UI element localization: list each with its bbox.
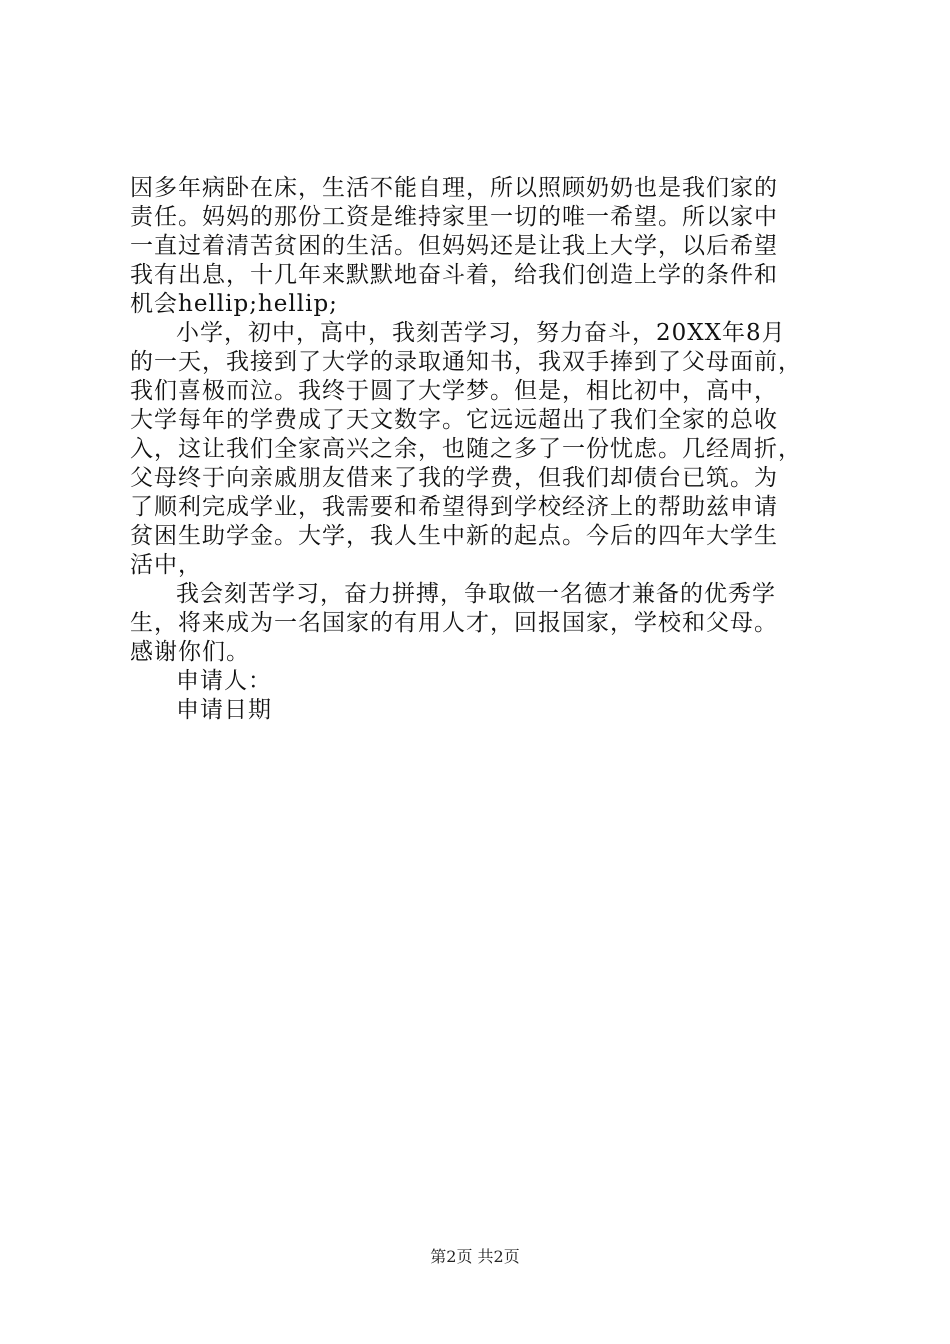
text-line: 一直过着清苦贫困的生活。但妈妈还是让我上大学，以后希望 [130,233,778,259]
text-line: 我有出息，十几年来默默地奋斗着，给我们创造上学的条件和 [130,262,778,288]
text-line: 生，将来成为一名国家的有用人才，回报国家，学校和父母。 [130,610,778,636]
text-line: 了顺利完成学业，我需要和希望得到学校经济上的帮助兹申请 [130,494,778,520]
text-line: 大学每年的学费成了天文数字。它远远超出了我们全家的总收 [130,407,778,433]
text-line: 贫困生助学金。大学，我人生中新的起点。今后的四年大学生 [130,523,778,549]
text-line: 入，这让我们全家高兴之余，也随之多了一份忧虑。几经周折， [130,436,802,462]
paragraph-start-line: 我会刻苦学习，奋力拼搏，争取做一名德才兼备的优秀学 [176,581,776,607]
text-line: 感谢你们。 [130,639,250,665]
text-line: 因多年病卧在床，生活不能自理，所以照顾奶奶也是我们家的 [130,175,778,201]
application-date-label: 申请日期 [176,697,272,723]
applicant-label: 申请人： [176,668,272,694]
text-line: 的一天，我接到了大学的录取通知书，我双手捧到了父母面前， [130,349,802,375]
text-line: 父母终于向亲戚朋友借来了我的学费，但我们却债台已筑。为 [130,465,778,491]
text-line: 我们喜极而泣。我终于圆了大学梦。但是，相比初中，高中， [130,378,778,404]
page-number-footer: 第2页 共2页 [430,1247,520,1266]
text-line: 活中， [130,552,202,578]
text-line: 机会hellip;hellip; [130,291,338,317]
text-line: 责任。妈妈的那份工资是维持家里一切的唯一希望。所以家中 [130,204,778,230]
letter-body [130,174,830,725]
paragraph-start-line: 小学，初中，高中，我刻苦学习，努力奋斗，20XX年8月 [176,320,786,346]
